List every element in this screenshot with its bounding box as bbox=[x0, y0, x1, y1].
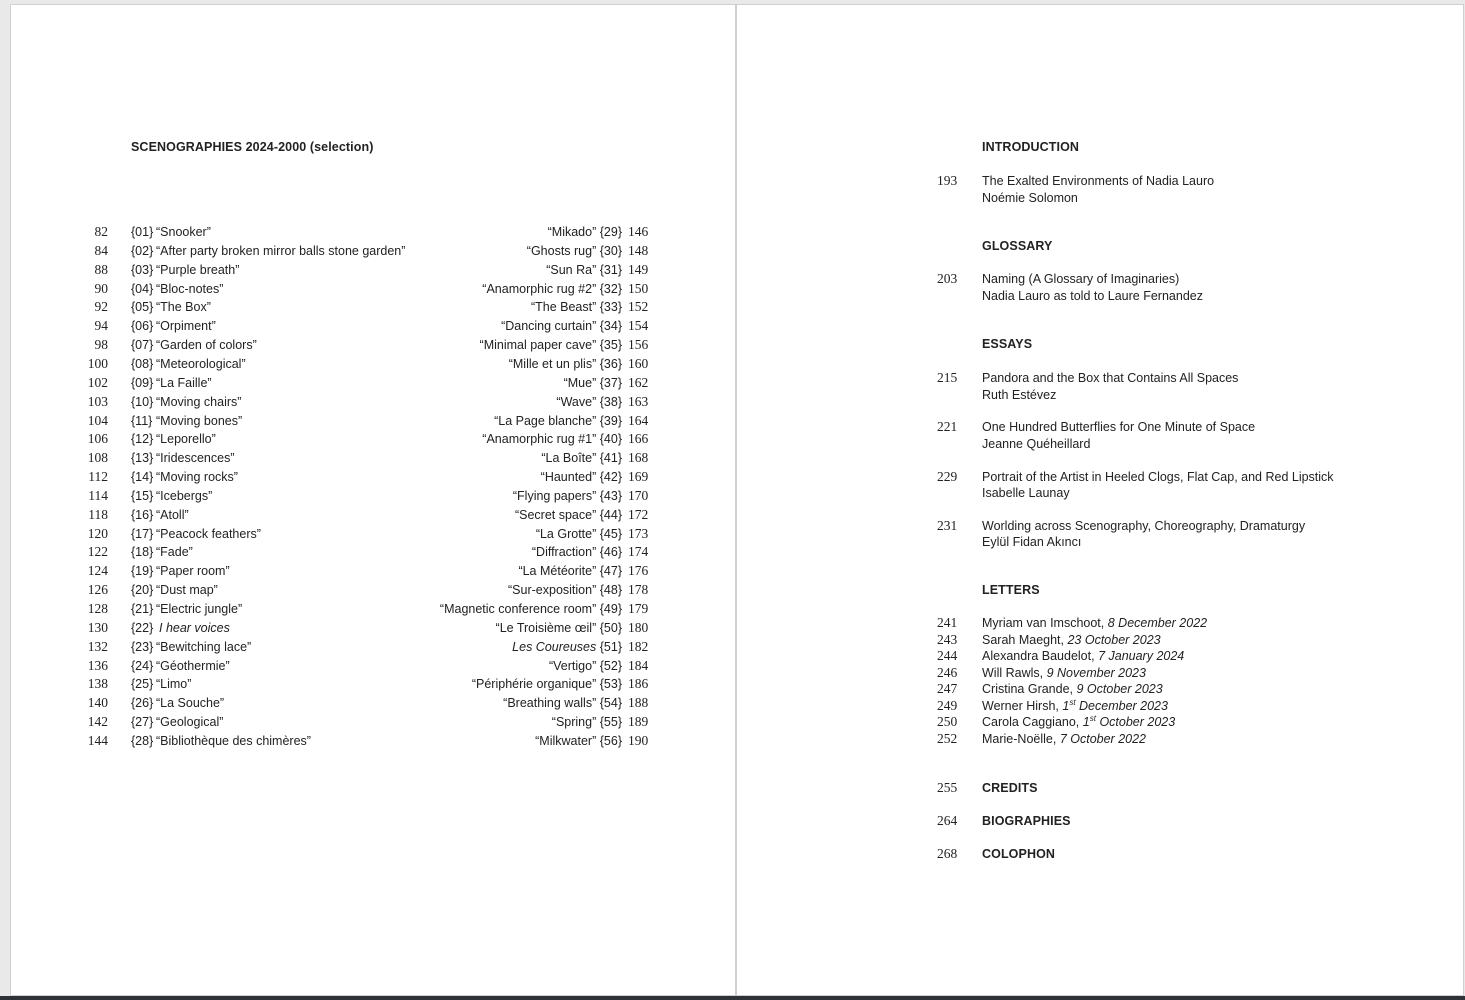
toc-row bbox=[380, 619, 662, 637]
entry-code: {45} bbox=[599, 526, 622, 541]
entry-code: {37} bbox=[599, 375, 622, 390]
page-number: 102 bbox=[87, 374, 108, 390]
entry-title: “Sur-exposition” bbox=[508, 583, 597, 598]
toc-row bbox=[380, 317, 662, 335]
page-number: 88 bbox=[94, 261, 108, 277]
entry-code: {10} bbox=[131, 394, 154, 409]
entry-title-code bbox=[532, 543, 622, 561]
page-number: 188 bbox=[628, 695, 649, 711]
entry-author: Jeanne Quéheillard bbox=[982, 436, 1091, 451]
entry-title: “Anamorphic rug #2” bbox=[482, 281, 597, 296]
entry-code: {30} bbox=[599, 243, 622, 258]
page-number: 178 bbox=[628, 582, 649, 598]
entry-title-code bbox=[564, 374, 622, 392]
letter-entry bbox=[982, 681, 1163, 697]
entry-code: {05} bbox=[131, 300, 154, 315]
entry-title: I hear voices bbox=[159, 620, 230, 635]
entry-title: “La Météorite” bbox=[518, 564, 597, 579]
toc-row bbox=[380, 487, 662, 505]
page-number: 122 bbox=[87, 544, 108, 560]
entry-title: “Peacock feathers” bbox=[156, 526, 261, 541]
entry-title: “Leporello” bbox=[156, 432, 216, 447]
entry-code: {04} bbox=[131, 281, 154, 296]
page-number: 184 bbox=[628, 657, 649, 673]
entry-title: One Hundred Butterflies for One Minute of Space bbox=[982, 420, 1256, 435]
page-number: 142 bbox=[87, 714, 108, 730]
entry-title: “Moving chairs” bbox=[156, 394, 242, 409]
entry-title: “Purple breath” bbox=[156, 262, 240, 277]
entry-code: {29} bbox=[599, 225, 622, 239]
entry-title: “Le Troisième œil” bbox=[495, 620, 597, 635]
page-number: 268 bbox=[937, 845, 958, 861]
entry-title-code bbox=[501, 317, 622, 335]
page-number: 264 bbox=[937, 812, 958, 828]
toc-row bbox=[380, 280, 662, 298]
entry-title: Naming (A Glossary of Imaginaries) bbox=[982, 272, 1180, 286]
entry-title: “Orpiment” bbox=[156, 319, 216, 334]
page-number: 203 bbox=[937, 271, 958, 286]
letter-date bbox=[1108, 616, 1207, 630]
entry-title-code bbox=[518, 562, 622, 580]
entry-code: {42} bbox=[599, 470, 622, 485]
entry-author: Ruth Estévez bbox=[982, 387, 1057, 402]
entry-title: “Electric jungle” bbox=[156, 602, 243, 616]
page-number: 120 bbox=[87, 525, 108, 541]
entry-code: {35} bbox=[599, 338, 622, 353]
page-number: 160 bbox=[628, 355, 649, 371]
toc-row bbox=[380, 657, 662, 675]
toc-row bbox=[380, 675, 662, 693]
entry-title: Les Coureuses bbox=[512, 639, 597, 654]
entry-title-code bbox=[480, 336, 622, 354]
toc-row bbox=[380, 713, 662, 731]
toc-row bbox=[380, 468, 662, 486]
letter-date-ordinal: st bbox=[1069, 697, 1076, 707]
page-number: 229 bbox=[937, 468, 958, 484]
letter-date bbox=[1098, 649, 1184, 663]
letter-date-day: 1 bbox=[1062, 698, 1070, 713]
entry-code: {34} bbox=[599, 319, 622, 334]
page-number: 149 bbox=[628, 261, 649, 277]
page-number: 90 bbox=[94, 280, 108, 296]
entry-title: “Mikado” bbox=[547, 225, 597, 239]
entry-code: {50} bbox=[599, 620, 622, 635]
entry-code: {22} bbox=[131, 620, 154, 635]
essays-heading: ESSAYS bbox=[982, 337, 1033, 351]
letter-date-day: 1 bbox=[1082, 715, 1090, 729]
entry-title: “Vertigo” bbox=[549, 658, 597, 673]
entry-title-code bbox=[548, 223, 622, 241]
letter-date-text: 9 November 2023 bbox=[1046, 665, 1146, 680]
page-number: 103 bbox=[87, 393, 108, 409]
entry-code: {13} bbox=[131, 451, 154, 466]
letter-date-text: 8 December 2022 bbox=[1107, 616, 1208, 630]
page-number: 179 bbox=[628, 601, 649, 616]
entry-title: Worlding across Scenography, Choreography, Dramaturgy bbox=[982, 518, 1306, 533]
letter-date-text: 7 October 2022 bbox=[1059, 731, 1146, 746]
entry-code: {49} bbox=[599, 602, 622, 616]
page-number: 128 bbox=[87, 601, 108, 616]
entry-title-code bbox=[440, 600, 622, 618]
page-number: 163 bbox=[628, 393, 649, 409]
entry-title: “Mue” bbox=[563, 375, 597, 390]
page-number: 82 bbox=[94, 224, 108, 239]
entry-code: {16} bbox=[131, 507, 154, 522]
entry-title: “Périphérie organique” bbox=[471, 677, 597, 692]
toc-row bbox=[380, 355, 662, 373]
entry-code: {54} bbox=[599, 696, 622, 711]
window-bottom-edge bbox=[0, 996, 1465, 1000]
entry-code: {55} bbox=[599, 715, 622, 730]
letter-entry bbox=[982, 731, 1146, 747]
page-number: 156 bbox=[628, 337, 649, 353]
entry-author: Isabelle Launay bbox=[982, 486, 1070, 501]
toc-row bbox=[380, 506, 662, 524]
letters-heading: LETTERS bbox=[982, 583, 1040, 597]
toc-row bbox=[380, 242, 662, 260]
entry-title: “Garden of colors” bbox=[156, 338, 257, 353]
page-number: 94 bbox=[94, 318, 108, 334]
entry-author: Eylül Fidan Akıncı bbox=[982, 535, 1082, 550]
entry-title-code bbox=[503, 694, 622, 712]
toc-row bbox=[380, 298, 662, 316]
back-matter-label: BIOGRAPHIES bbox=[982, 813, 1071, 828]
entry-code: {08} bbox=[131, 356, 154, 371]
entry-title-code bbox=[531, 298, 622, 316]
entry-title: “Breathing walls” bbox=[503, 696, 597, 711]
letter-date bbox=[1067, 633, 1160, 647]
page-number: 182 bbox=[628, 638, 649, 654]
page-number: 108 bbox=[87, 450, 108, 466]
page-number: 252 bbox=[937, 730, 958, 746]
entry-title-code bbox=[549, 657, 622, 675]
entry-code: {24} bbox=[131, 658, 154, 673]
entry-title: “La Faille” bbox=[156, 375, 212, 390]
entry-author: Noémie Solomon bbox=[982, 190, 1078, 205]
page-number: 247 bbox=[937, 681, 958, 696]
entry-code: {52} bbox=[599, 658, 622, 673]
letter-author: Sarah Maeght, bbox=[982, 632, 1064, 647]
toc-row bbox=[380, 638, 662, 656]
entry-code: {33} bbox=[599, 300, 622, 315]
entry-code: {12} bbox=[131, 432, 154, 447]
entry-title: “Iridescences” bbox=[156, 451, 235, 466]
entry-title-code bbox=[535, 732, 622, 750]
letter-author: Myriam van Imschoot, bbox=[982, 616, 1105, 630]
page-number: 174 bbox=[628, 544, 649, 560]
page-number: 244 bbox=[937, 648, 958, 663]
page-number: 132 bbox=[87, 638, 108, 654]
page-number: 250 bbox=[937, 714, 958, 729]
entry-title: “Magnetic conference room” bbox=[439, 602, 597, 616]
page-number: 249 bbox=[937, 697, 958, 713]
page-number: 164 bbox=[628, 412, 649, 428]
back-matter-label: CREDITS bbox=[982, 781, 1038, 795]
entry-title: “Anamorphic rug #1” bbox=[482, 432, 597, 447]
entry-title: “Diffraction” bbox=[531, 545, 597, 560]
letter-entry bbox=[982, 665, 1146, 681]
entry-title: Pandora and the Box that Contains All Spaces bbox=[982, 371, 1239, 385]
entry-title: “Snooker” bbox=[156, 225, 211, 239]
entry-code: {26} bbox=[131, 696, 154, 711]
entry-title: “Atoll” bbox=[156, 507, 189, 522]
toc-row bbox=[380, 543, 662, 561]
entry-code: {11} bbox=[131, 413, 153, 428]
toc-row bbox=[380, 430, 662, 448]
page-number: 168 bbox=[628, 450, 649, 466]
entry-title-code bbox=[512, 638, 622, 656]
toc-row bbox=[380, 374, 662, 392]
toc-row bbox=[380, 393, 662, 411]
entry-title: “Bibliothèque des chimères” bbox=[156, 733, 311, 748]
entry-title: “Minimal paper cave” bbox=[479, 338, 597, 353]
page-number: 138 bbox=[87, 676, 108, 692]
entry-title: “Icebergs” bbox=[156, 488, 213, 503]
letter-author: Werner Hirsh, bbox=[982, 698, 1059, 713]
entry-code: {32} bbox=[599, 281, 622, 296]
entry-author: Nadia Lauro as told to Laure Fernandez bbox=[982, 288, 1203, 303]
toc-row bbox=[380, 600, 662, 618]
entry-title: “Milkwater” bbox=[535, 733, 597, 748]
entry-title: “La Boîte” bbox=[541, 451, 597, 466]
page-number: 180 bbox=[628, 619, 649, 635]
entry-code: {23} bbox=[131, 639, 154, 654]
page-number: 241 bbox=[937, 615, 958, 630]
entry-title: “La Souche” bbox=[156, 696, 225, 711]
entry-code: {20} bbox=[131, 583, 154, 598]
entry-title: “La Grotte” bbox=[535, 526, 597, 541]
entry-title: “Dust map” bbox=[156, 583, 218, 598]
entry-title: The Exalted Environments of Nadia Lauro bbox=[982, 174, 1215, 188]
page-number: 162 bbox=[628, 374, 649, 390]
page-number: 92 bbox=[94, 299, 108, 315]
page-number: 154 bbox=[628, 318, 649, 334]
entry-title: “Géothermie” bbox=[156, 658, 230, 673]
page-number: 172 bbox=[628, 506, 649, 522]
entry-code: {40} bbox=[599, 432, 622, 447]
page-number: 186 bbox=[628, 676, 649, 692]
page-number: 189 bbox=[628, 714, 649, 730]
entry-title: “The Beast” bbox=[530, 300, 597, 315]
entry-title-code bbox=[482, 430, 622, 448]
letter-entry bbox=[982, 714, 1175, 730]
toc-row bbox=[380, 525, 662, 543]
entry-title-code bbox=[541, 468, 622, 486]
entry-title-code bbox=[527, 242, 622, 260]
right-page bbox=[736, 4, 1464, 996]
entry-title-code bbox=[496, 619, 622, 637]
page-number: 190 bbox=[628, 732, 649, 748]
entry-code: {15} bbox=[131, 488, 154, 503]
entry-code: {19} bbox=[131, 564, 154, 579]
entry-title: “Moving rocks” bbox=[156, 470, 238, 485]
page-number: 84 bbox=[94, 242, 108, 258]
letter-date-ordinal: st bbox=[1089, 713, 1096, 723]
letter-date bbox=[1062, 699, 1168, 713]
entry-title: “La Page blanche” bbox=[494, 413, 597, 428]
entry-code: {31} bbox=[599, 262, 622, 277]
entry-code: {28} bbox=[131, 733, 154, 748]
page-number: 215 bbox=[937, 370, 958, 385]
toc-row bbox=[380, 694, 662, 712]
letter-author: Carola Caggiano, bbox=[982, 715, 1080, 729]
entry-code: {41} bbox=[599, 451, 622, 466]
entry-title: “Spring” bbox=[551, 715, 597, 730]
entry-code: {43} bbox=[599, 488, 622, 503]
page-number: 130 bbox=[87, 619, 108, 635]
page-number: 112 bbox=[88, 469, 108, 485]
entry-title-code bbox=[508, 581, 622, 599]
page-number: 176 bbox=[628, 563, 649, 579]
entry-title-code bbox=[494, 412, 622, 430]
entry-title-code bbox=[546, 261, 622, 279]
letter-entry bbox=[982, 615, 1207, 631]
toc-row bbox=[380, 412, 662, 430]
entry-code: {44} bbox=[599, 507, 622, 522]
toc-row bbox=[380, 581, 662, 599]
toc-row bbox=[380, 449, 662, 467]
entry-code: {01} bbox=[131, 225, 154, 239]
letter-date-rest: October 2023 bbox=[1095, 715, 1176, 729]
entry-title: “Wave” bbox=[556, 394, 597, 409]
entry-code: {21} bbox=[131, 602, 154, 616]
letter-date bbox=[1083, 715, 1175, 729]
entry-title: “Sun Ra” bbox=[546, 262, 597, 277]
entry-title: “Paper room” bbox=[156, 564, 230, 579]
entry-title-code bbox=[541, 449, 622, 467]
letter-author: Alexandra Baudelot, bbox=[982, 649, 1095, 663]
page-number: 150 bbox=[628, 280, 649, 296]
page-number: 118 bbox=[88, 506, 108, 522]
entry-title: “Flying papers” bbox=[512, 488, 597, 503]
entry-title: “Moving bones” bbox=[156, 413, 243, 428]
entry-title: “Meteorological” bbox=[156, 356, 246, 371]
introduction-heading: INTRODUCTION bbox=[982, 140, 1080, 154]
entry-title-code bbox=[509, 355, 622, 373]
letter-entry bbox=[982, 698, 1168, 714]
page-number: 243 bbox=[937, 631, 958, 647]
entry-code: {09} bbox=[131, 375, 154, 390]
scenographies-heading: SCENOGRAPHIES 2024-2000 (selection) bbox=[131, 140, 374, 154]
page-number: 106 bbox=[87, 431, 108, 447]
entry-code: {07} bbox=[131, 338, 154, 353]
page-number: 246 bbox=[937, 664, 958, 680]
page-number: 193 bbox=[937, 173, 958, 188]
letter-entry bbox=[982, 632, 1161, 648]
entry-code: {27} bbox=[131, 715, 154, 730]
entry-title: “Bloc-notes” bbox=[156, 281, 224, 296]
entry-code: {36} bbox=[599, 356, 622, 371]
toc-row bbox=[380, 223, 662, 241]
glossary-heading: GLOSSARY bbox=[982, 239, 1053, 253]
entry-title: Portrait of the Artist in Heeled Clogs, Flat Cap, and Red Lipstick bbox=[982, 469, 1334, 484]
entry-title-code bbox=[515, 506, 622, 524]
page-number: 169 bbox=[628, 469, 649, 485]
page-number: 221 bbox=[937, 419, 958, 435]
page-number: 124 bbox=[87, 563, 108, 579]
toc-row bbox=[380, 562, 662, 580]
entry-title: “Ghosts rug” bbox=[526, 243, 597, 258]
letter-date-text: 9 October 2023 bbox=[1076, 682, 1163, 696]
entry-code: {38} bbox=[599, 394, 622, 409]
entry-title: “Fade” bbox=[156, 545, 193, 560]
entry-title: “Secret space” bbox=[514, 507, 597, 522]
entry-title-code bbox=[513, 487, 622, 505]
entry-title: “Dancing curtain” bbox=[501, 319, 597, 334]
letter-date bbox=[1047, 666, 1146, 680]
letter-date bbox=[1077, 682, 1163, 696]
entry-code: {46} bbox=[599, 545, 622, 560]
page-number: 148 bbox=[628, 242, 649, 258]
letter-author: Marie-Noëlle, bbox=[982, 731, 1057, 746]
page-number: 173 bbox=[628, 525, 649, 541]
entry-code: {17} bbox=[131, 526, 154, 541]
page-number: 104 bbox=[87, 412, 108, 428]
entry-title: “Haunted” bbox=[540, 470, 597, 485]
page-number: 136 bbox=[87, 657, 108, 673]
letter-date-rest: December 2023 bbox=[1075, 698, 1168, 713]
page-number: 170 bbox=[628, 487, 649, 503]
page-number: 140 bbox=[87, 695, 108, 711]
page-number: 255 bbox=[937, 780, 958, 795]
entry-title: “After party broken mirror balls stone garden” bbox=[156, 243, 406, 258]
entry-title: “Bewitching lace” bbox=[156, 639, 252, 654]
letter-entry bbox=[982, 648, 1184, 664]
page-number: 231 bbox=[937, 517, 958, 533]
letter-date bbox=[1060, 732, 1146, 746]
page-number: 144 bbox=[87, 732, 108, 748]
entry-title-code bbox=[482, 280, 622, 298]
entry-title-code bbox=[472, 675, 622, 693]
entry-code: {14} bbox=[131, 470, 154, 485]
entry-code: {48} bbox=[599, 583, 622, 598]
entry-title: “Geological” bbox=[156, 715, 224, 730]
letter-author: Cristina Grande, bbox=[982, 682, 1074, 696]
entry-code: {56} bbox=[599, 733, 622, 748]
toc-row bbox=[380, 336, 662, 354]
entry-title-code bbox=[556, 393, 622, 411]
page-number: 166 bbox=[628, 431, 649, 447]
entry-code: {03} bbox=[131, 262, 154, 277]
entry-code: {39} bbox=[599, 413, 622, 428]
letter-date-text: 23 October 2023 bbox=[1067, 632, 1161, 647]
entry-title-code bbox=[536, 525, 622, 543]
entry-title-code bbox=[552, 713, 622, 731]
page-number: 98 bbox=[94, 337, 108, 353]
toc-row bbox=[380, 732, 662, 750]
entry-code: {51} bbox=[599, 639, 622, 654]
back-matter-label: COLOPHON bbox=[982, 846, 1056, 861]
entry-title: “The Box” bbox=[156, 300, 211, 315]
entry-code: {06} bbox=[131, 319, 154, 334]
entry-code: {02} bbox=[131, 243, 154, 258]
entry-code: {25} bbox=[131, 677, 154, 692]
toc-row bbox=[380, 261, 662, 279]
page-number: 100 bbox=[87, 355, 108, 371]
entry-code: {53} bbox=[599, 677, 622, 692]
entry-code: {47} bbox=[599, 564, 622, 579]
page-number: 146 bbox=[628, 224, 649, 239]
page-number: 114 bbox=[88, 487, 108, 503]
entry-title: “Mille et un plis” bbox=[508, 356, 597, 371]
entry-code: {18} bbox=[131, 545, 154, 560]
page-number: 126 bbox=[87, 582, 108, 598]
letter-date-text: 7 January 2024 bbox=[1098, 649, 1185, 663]
letter-author: Will Rawls, bbox=[982, 665, 1044, 680]
entry-title: “Limo” bbox=[156, 677, 192, 692]
page-number: 152 bbox=[628, 299, 649, 315]
